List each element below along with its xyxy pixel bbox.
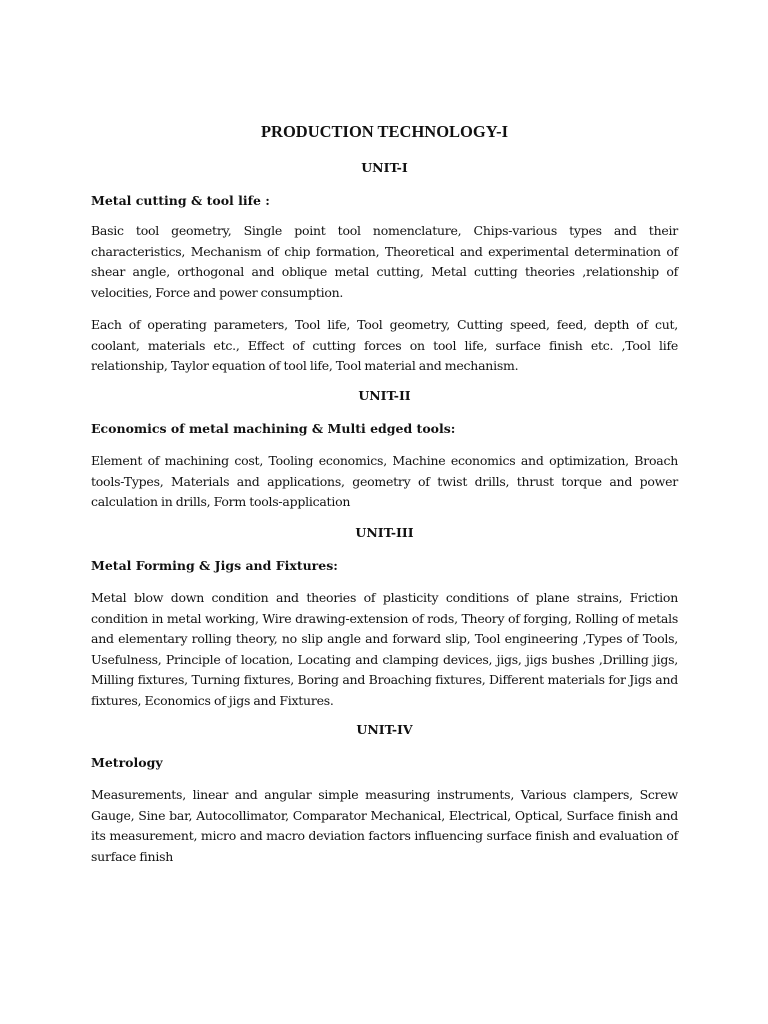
unit-3-heading: UNIT-III [355,525,414,540]
unit-1-heading: UNIT-I [361,160,408,175]
document-title: PRODUCTION TECHNOLOGY-I [260,122,509,141]
unit-2-paragraph-1: Element of machining cost, Tooling economics, Machine economics and optimization, Broach tools-Types, Materials and applications, geometry of twist drills, thrust torque and power calculation in drills, Form tools-application [91,453,678,509]
unit-1-subheading: Metal cutting & tool life : [91,193,270,208]
unit-1-paragraph-1: Basic tool geometry, Single point tool nomenclature, Chips-various types and their characteristics, Mechanism of chip formation, Theoretical and experimental determination of shear angle, orthogonal and oblique metal cutting, Metal cutting theories ,relationship of velocities, Force and power consumption. [91,223,678,300]
unit-4-heading: UNIT-IV [356,722,413,737]
unit-1-paragraph-2: Each of operating parameters, Tool life, Tool geometry, Cutting speed, feed, depth of cut, coolant, materials etc., Effect of cutting forces on tool life, surface finish etc. ,Tool life relationship, Taylor equation of tool life, Tool material and mechanism. [91,317,678,373]
unit-3-paragraph-1: Metal blow down condition and theories of plasticity conditions of plane strains, Friction condition in metal working, Wire drawing-extension of rods, Theory of forging, Rolling of metals and elementary rolling theory, no slip angle and forward slip, Tool engineering ,Types of Tools, Usefulness, Principle of location, Locating and clamping devices, jigs, jigs bushes ,Drilling jigs, Milling fixtures, Turning fixtures, Boring and Broaching fixtures, Different materials for Jigs and fixtures, Economics of jigs and Fixtures. [91,590,678,708]
unit-3-subheading: Metal Forming & Jigs and Fixtures: [91,558,338,573]
unit-4-paragraph-1: Measurements, linear and angular simple measuring instruments, Various clampers, Screw Gauge, Sine bar, Autocollimator, Comparator Mechanical, Electrical, Optical, Surface finish and its measurement, micro and macro deviation factors influencing surface finish and evaluation of surface finish [91,787,678,864]
unit-4-subheading: Metrology [91,755,163,770]
unit-2-subheading: Economics of metal machining & Multi edged tools: [91,421,456,436]
unit-2-heading: UNIT-II [358,388,411,403]
